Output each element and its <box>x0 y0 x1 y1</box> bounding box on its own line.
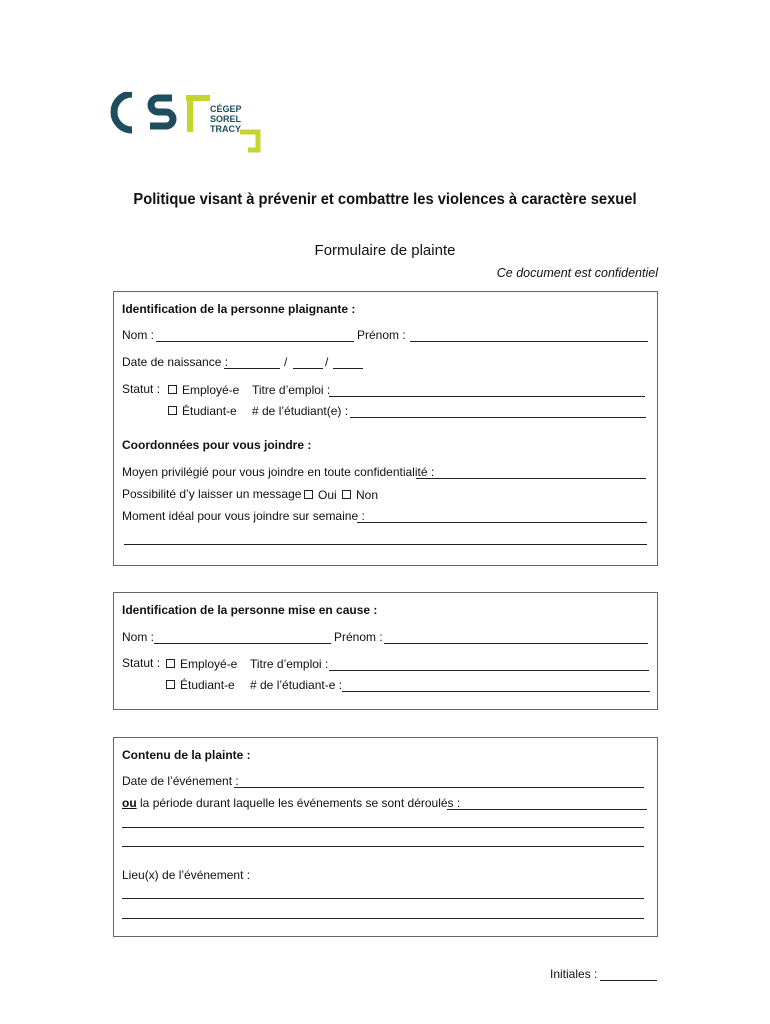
nom-field[interactable] <box>154 643 331 644</box>
non-checkbox[interactable]: Non <box>342 488 378 502</box>
periode-field[interactable] <box>447 809 647 810</box>
date-event-field[interactable] <box>234 787 644 788</box>
ou-emphasis: ou <box>122 796 137 810</box>
statut-label: Statut : <box>122 382 161 396</box>
cst-logo-mark <box>110 92 270 154</box>
prenom-label: Prénom : <box>334 630 383 644</box>
section-heading: Contenu de la plainte : <box>122 748 251 762</box>
statut-label: Statut : <box>122 656 161 670</box>
checkbox-icon <box>342 490 351 499</box>
prenom-label: Prénom : <box>357 328 406 342</box>
form-subtitle: Formulaire de plainte <box>314 242 456 259</box>
section-plaignant <box>113 291 658 566</box>
lieu-field-extra[interactable] <box>122 918 644 919</box>
checkbox-icon <box>166 659 175 668</box>
employe-checkbox[interactable]: Employé-e <box>166 657 237 671</box>
checkbox-icon <box>168 406 177 415</box>
cegep-logo <box>110 92 270 154</box>
initiales-label: Initiales : <box>550 967 598 981</box>
coord-heading: Coordonnées pour vous joindre : <box>122 438 312 452</box>
dob-slash: / <box>284 355 288 369</box>
moyen-field[interactable] <box>416 478 646 479</box>
nom-field[interactable] <box>156 341 354 342</box>
checkbox-icon <box>304 490 313 499</box>
date-event-label: Date de l’événement : <box>122 774 239 788</box>
etudiant-checkbox[interactable]: Étudiant-e <box>166 678 235 692</box>
section-heading: Identification de la personne plaignante : <box>122 302 356 316</box>
moment-label: Moment idéal pour vous joindre sur semaine : <box>122 509 365 523</box>
confidential-note: Ce document est confidentiel <box>496 266 658 280</box>
dob-label: Date de naissance : <box>122 355 229 369</box>
section-contenu-plainte <box>113 737 658 937</box>
titre-emploi-label: Titre d’emploi : <box>250 657 329 671</box>
periode-field-extra[interactable] <box>122 846 644 847</box>
moyen-label: Moyen privilégié pour vous joindre en toute confidentialité : <box>122 465 435 479</box>
dob-slash: / <box>325 355 329 369</box>
lieu-field[interactable] <box>122 898 644 899</box>
prenom-field[interactable] <box>410 341 648 342</box>
num-etudiant-label: # de l’étudiant(e) : <box>252 404 349 418</box>
message-label: Possibilité d’y laisser un message <box>122 487 302 501</box>
page-title: Politique visant à prévenir et combattre les violences à caractère sexuel <box>133 191 637 208</box>
moment-field[interactable] <box>357 522 647 523</box>
employe-checkbox[interactable]: Employé-e <box>168 383 239 397</box>
dob-day-field[interactable] <box>224 368 280 369</box>
nom-label: Nom : <box>122 328 155 342</box>
num-etudiant-label: # de l’étudiant-e : <box>250 678 343 692</box>
dob-year-field[interactable] <box>333 368 363 369</box>
periode-field-extra[interactable] <box>122 827 644 828</box>
prenom-field[interactable] <box>384 643 648 644</box>
nom-label: Nom : <box>122 630 155 644</box>
lieu-label: Lieu(x) de l’événement : <box>122 868 251 882</box>
titre-emploi-label: Titre d’emploi : <box>252 383 331 397</box>
titre-emploi-field[interactable] <box>329 396 645 397</box>
logo-line-3: TRACY <box>210 124 241 134</box>
logo-line-1: CÉGEP <box>210 104 242 114</box>
etudiant-checkbox[interactable]: Étudiant-e <box>168 404 237 418</box>
logo-line-2: SOREL <box>210 114 242 124</box>
num-etudiant-field[interactable] <box>350 417 646 418</box>
dob-month-field[interactable] <box>293 368 323 369</box>
section-mis-en-cause <box>113 592 658 710</box>
periode-label: ou la période durant laquelle les événements se sont déroulés : <box>122 796 461 810</box>
checkbox-icon <box>168 385 177 394</box>
moment-field-extra[interactable] <box>124 544 647 545</box>
num-etudiant-field[interactable] <box>342 691 650 692</box>
initiales-field[interactable] <box>600 980 657 981</box>
section-heading: Identification de la personne mise en cause : <box>122 603 378 617</box>
checkbox-icon <box>166 680 175 689</box>
titre-emploi-field[interactable] <box>329 670 649 671</box>
oui-checkbox[interactable]: Oui <box>304 488 337 502</box>
